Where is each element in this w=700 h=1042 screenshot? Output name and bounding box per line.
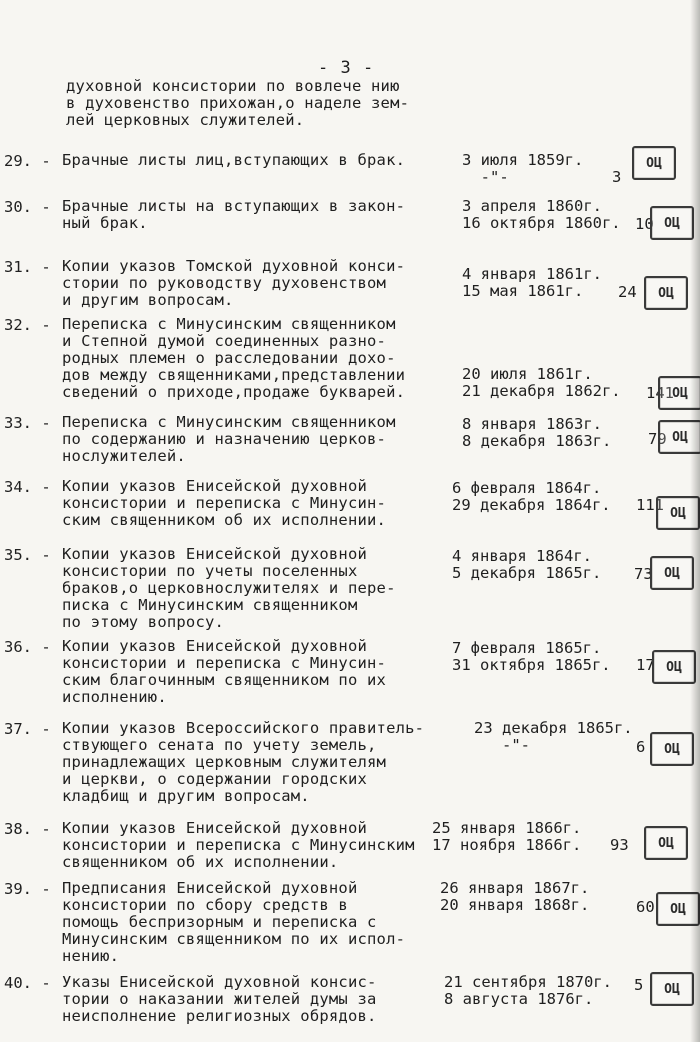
stamp-oc: ОЦ <box>632 146 676 180</box>
entry-sheet-count: 6 <box>636 738 646 756</box>
entry-sheet-count: 3 <box>612 168 622 186</box>
stamp-oc: ОЦ <box>658 420 700 454</box>
entry-sheet-count: 17 <box>636 656 655 674</box>
entry-number: 34. - <box>4 478 51 496</box>
page-number: - 3 - <box>318 58 375 78</box>
entry-sheet-count: 111 <box>636 496 664 514</box>
entry-description: Переписка с Минусинским священником и Степной думой соединенных разно- родных племен о расследовании дохо- дов между священниками,представлении сведений о приходе,продаже букварей. <box>62 315 406 401</box>
entry-dates: 20 июля 1861г. 21 декабря 1862г. <box>462 365 621 400</box>
entry-dates: 4 января 1864г. 5 декабря 1865г. <box>452 547 602 582</box>
entry-number: 32. - <box>4 316 51 334</box>
entry-number: 37. - <box>4 720 51 738</box>
entry-dates: 26 января 1867г. 20 января 1868г. <box>440 879 590 914</box>
entry-sheet-count: 141 <box>646 384 674 402</box>
entry-dates: 23 декабря 1865г. -"- <box>474 719 633 754</box>
entry-number: 31. - <box>4 258 51 276</box>
stamp-oc: ОЦ <box>656 892 700 926</box>
entry-dates: 3 июля 1859г. -"- <box>462 151 584 186</box>
entry-sheet-count: 60 <box>636 898 655 916</box>
stamp-oc: ОЦ <box>650 206 694 240</box>
entry-dates: 4 января 1861г. 15 мая 1861г. <box>462 265 602 300</box>
entry-number: 40. - <box>4 974 51 992</box>
entry-description: Копии указов Томской духовной конси- стории по руководству духовенством и другим вопросам. <box>62 257 406 309</box>
stamp-oc: ОЦ <box>652 650 696 684</box>
entry-dates: 21 сентября 1870г. 8 августа 1876г. <box>444 973 612 1008</box>
stamp-oc: ОЦ <box>650 732 694 766</box>
entry-dates: 25 января 1866г. 17 ноября 1866г. <box>432 819 582 854</box>
entry-sheet-count: 10 <box>635 215 654 233</box>
entry-number: 33. - <box>4 414 51 432</box>
entry-sheet-count: 24 <box>618 283 637 301</box>
entry-description: Брачные листы на вступающих в закон- ный брак. <box>62 197 406 232</box>
entry-number: 29. - <box>4 152 51 170</box>
entry-sheet-count: 73 <box>634 565 653 583</box>
entry-description: Предписания Енисейской духовной консистории по сбору средств в помощь беспризорным и переписка с Минусинским священником по их испол- нению. <box>62 879 406 965</box>
entry-description: Брачные листы лиц,вступающих в брак. <box>62 151 406 169</box>
entry-number: 35. - <box>4 546 51 564</box>
entry-number: 39. - <box>4 880 51 898</box>
entry-dates: 3 апреля 1860г. 16 октября 1860г. <box>462 197 621 232</box>
entry-dates: 7 февраля 1865г. 31 октября 1865г. <box>452 639 611 674</box>
stamp-oc: ОЦ <box>644 276 688 310</box>
entry-description: Переписка с Минусинским священником по содержанию и назначению церков- нослужителей. <box>62 413 396 465</box>
continuation-text: духовной консистории по вовлече нию в духовенство прихожан,о наделе зем- лей церковных служителей. <box>66 77 410 129</box>
entry-description: Копии указов Енисейской духовной консистории и переписка с Минусин- ским священником об их исполнении. <box>62 477 387 529</box>
page-edge-shadow <box>690 0 700 1042</box>
entry-description: Копии указов Енисейской духовной консистории и переписка с Минусин- ским благочинным священником по их исполнению. <box>62 637 387 706</box>
entry-number: 38. - <box>4 820 51 838</box>
entry-dates: 6 февраля 1864г. 29 декабря 1864г. <box>452 479 611 514</box>
stamp-oc: ОЦ <box>650 972 694 1006</box>
entry-sheet-count: 79 <box>648 430 667 448</box>
stamp-oc: ОЦ <box>650 556 694 590</box>
entry-sheet-count: 5 <box>634 976 644 994</box>
entry-number: 36. - <box>4 638 51 656</box>
entry-description: Копии указов Енисейской духовной консистории и переписка с Минусинским священником об их исполнении. <box>62 819 415 871</box>
stamp-oc: ОЦ <box>644 826 688 860</box>
entry-dates: 8 января 1863г. 8 декабря 1863г. <box>462 415 612 450</box>
stamp-oc: ОЦ <box>658 376 700 410</box>
entry-number: 30. - <box>4 198 51 216</box>
entry-sheet-count: 93 <box>610 836 629 854</box>
entry-description: Указы Енисейской духовной консис- тории о наказании жителей думы за неисполнение религиозных обрядов. <box>62 973 377 1025</box>
stamp-oc: ОЦ <box>656 496 700 530</box>
entry-description: Копии указов Всероссийского правитель- ствующего сената по учету земель, принадлежащих церковным служителям и церкви, о содержании городских кладбищ и другим вопросам. <box>62 719 425 805</box>
entry-description: Копии указов Енисейской духовной консистории по учеты поселенных браков,о церковнослужителях и пере- писка с Минусинским священником по этому вопросу. <box>62 545 396 631</box>
